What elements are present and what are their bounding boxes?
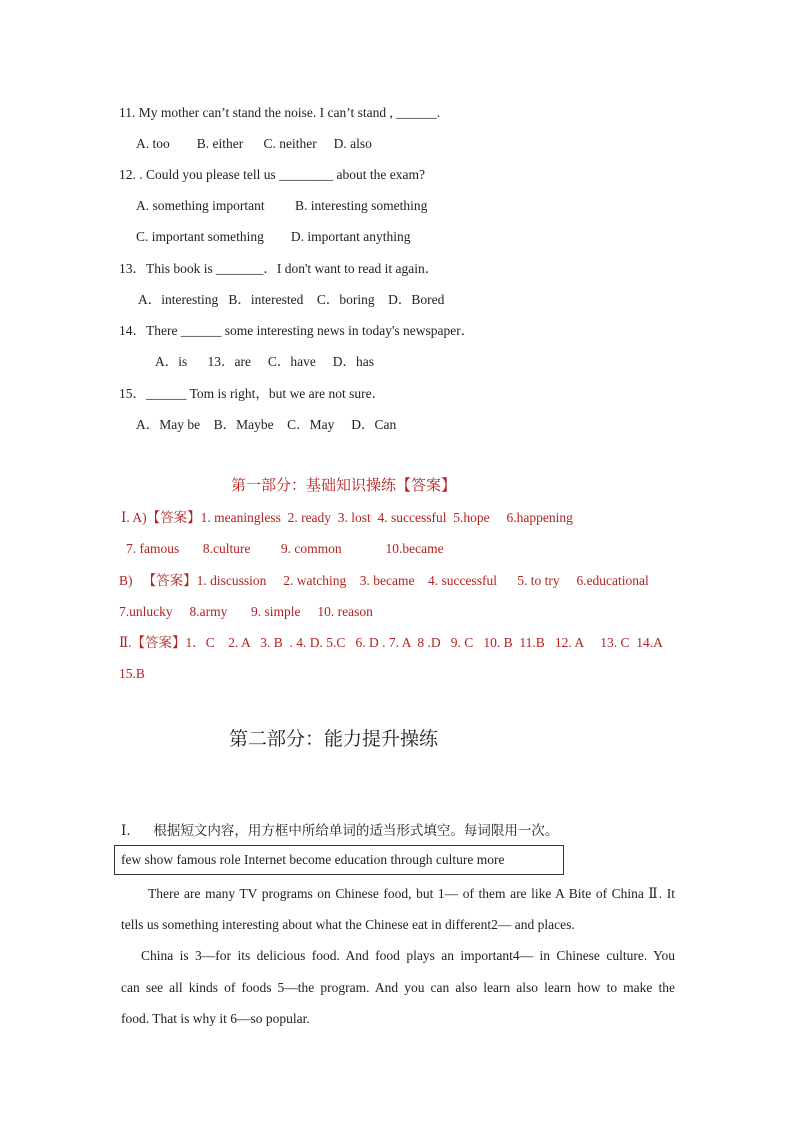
part1-answer-line-1: Ⅰ. A)【答案】1. meaningless 2. ready 3. lost 4. successful 5.hope 6.happening <box>121 510 573 525</box>
passage-para2-line3: food. That is why it 6—so popular. <box>121 1011 310 1026</box>
question-11-stem: 11. My mother can’t stand the noise. I can’t stand , ______. <box>119 105 441 120</box>
part2-instruction: Ⅰ． 根据短文内容，用方框中所给单词的适当形式填空。每词限用一次。 <box>121 823 559 838</box>
question-12-options-row2: C. important something D. important anything <box>136 229 411 244</box>
question-14-stem: 14．There ______ some interesting news in today's newspaper． <box>119 323 475 338</box>
question-13-stem: 13．This book is _______．I don't want to read it again． <box>119 261 439 276</box>
question-11-options: A. too B. either C. neither D. also <box>136 136 372 151</box>
passage-para1-line1: There are many TV programs on Chinese food, but 1— of them are like A Bite of China Ⅱ. It <box>148 886 675 901</box>
passage-para2-line1: China is 3—for its delicious food. And food plays an important4— in Chinese culture. You <box>141 948 675 963</box>
word-box-words: few show famous role Internet become education through culture more <box>121 852 505 867</box>
question-15-stem: 15．______ Tom is right，but we are not sure． <box>119 386 386 401</box>
part1-answer-line-5: Ⅱ.【答案】1．C 2. A 3. B . 4. D. 5.C 6. D . 7. A 8 .D 9. C 10. B 11.B 12. A 13. C 14.A <box>119 635 663 650</box>
question-13-options: A．interesting B．interested C．boring D．Bored <box>138 292 445 307</box>
question-15-options: A．May be B．Maybe C．May D．Can <box>136 417 397 432</box>
part1-answer-line-4: 7.unlucky 8.army 9. simple 10. reason <box>119 604 373 619</box>
passage-para2-line2: can see all kinds of foods 5—the program. And you can also learn also learn how to make the <box>121 980 675 995</box>
part1-answer-line-6: 15.B <box>119 666 145 681</box>
question-14-options: A．is 13．are C．have D．has <box>155 354 374 369</box>
passage-para1-line2: tells us something interesting about what the Chinese eat in different2— and places. <box>121 917 575 932</box>
part1-answer-line-2: 7. famous 8.culture 9. common 10.became <box>126 541 444 556</box>
question-12-stem: 12. . Could you please tell us ________ about the exam? <box>119 167 425 182</box>
part1-title: 第一部分：基础知识操练【答案】 <box>231 478 457 494</box>
question-12-options-row1: A. something important B. interesting something <box>136 198 428 213</box>
part1-answer-line-3: B) 【答案】1. discussion 2. watching 3. became 4. successful 5. to try 6.educational <box>119 573 649 588</box>
word-box <box>114 845 564 875</box>
part2-title: 第二部分：能力提升操练 <box>229 729 439 750</box>
